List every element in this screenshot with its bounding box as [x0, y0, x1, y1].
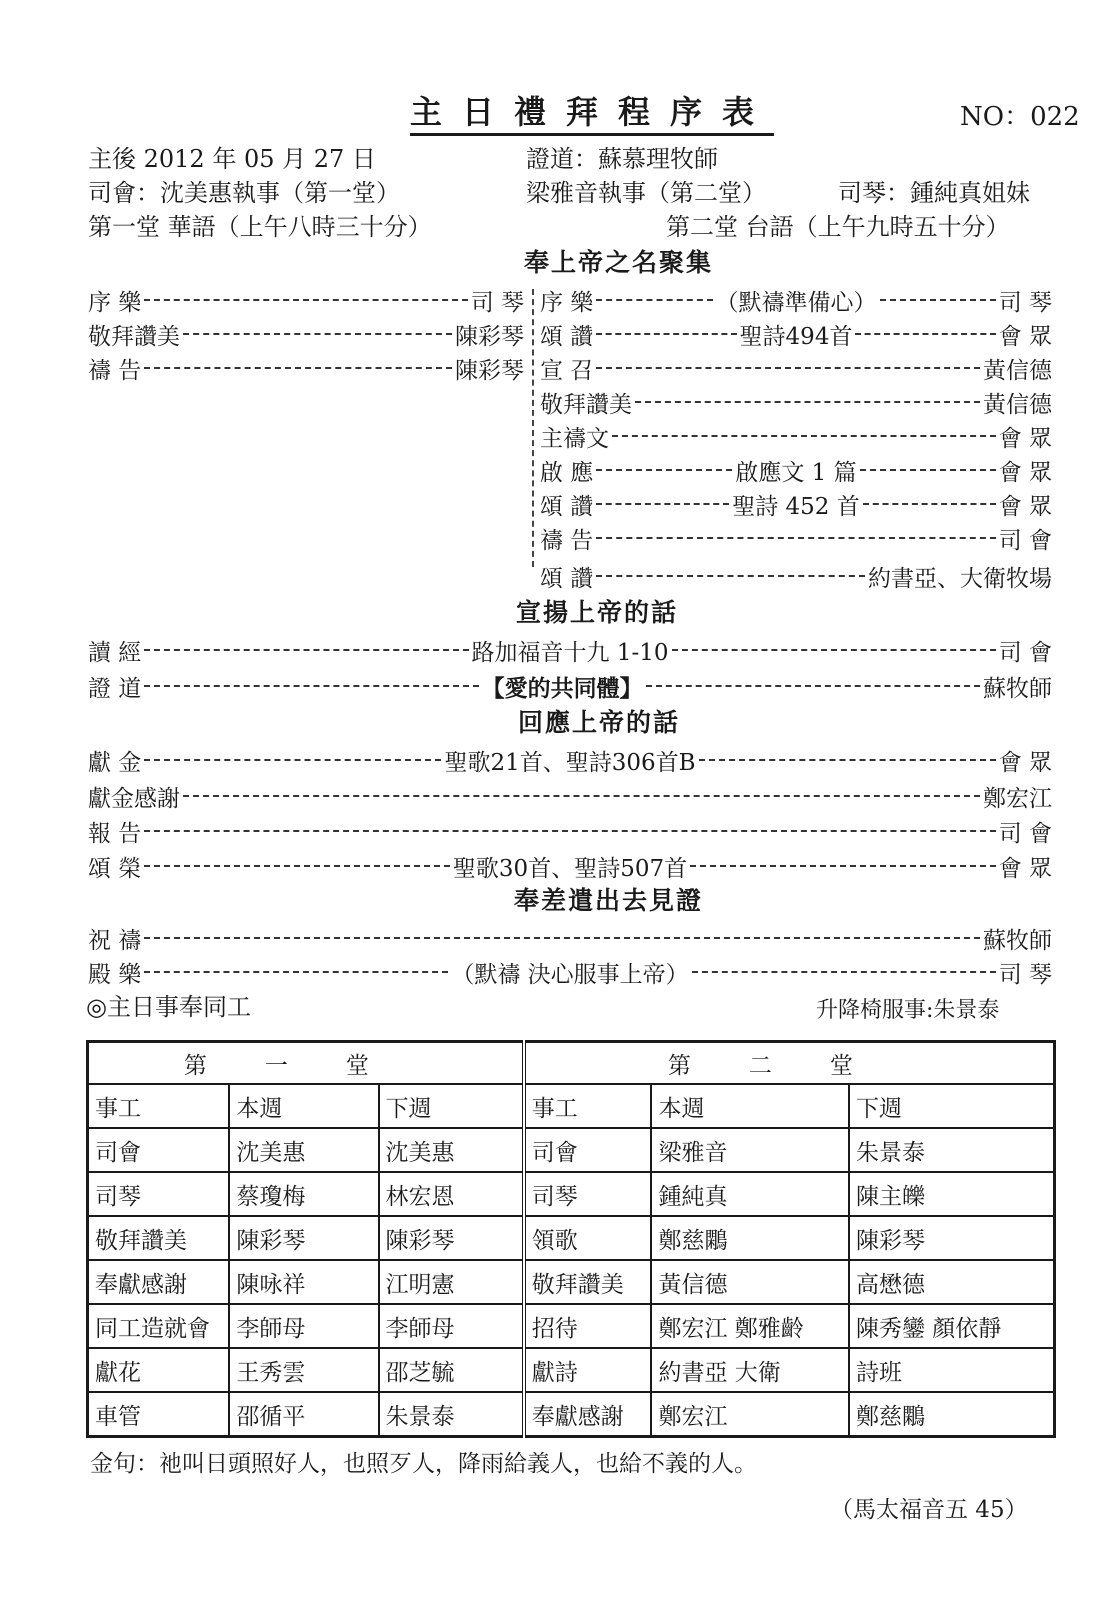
table-cell: 鍾純真	[651, 1172, 849, 1216]
dashed-leader	[144, 685, 478, 687]
table-cell: 李師母	[379, 1304, 524, 1348]
dashed-leader	[855, 333, 995, 335]
table-cell: 鄭宏江	[651, 1392, 849, 1437]
item-person: 司 會	[998, 820, 1052, 847]
table-cell: 鄭慈鷴	[849, 1392, 1055, 1437]
table-cell: 領歌	[524, 1216, 652, 1260]
item-person: 司 會	[998, 639, 1053, 666]
column-head: 下週	[379, 1084, 524, 1128]
dashed-leader	[596, 367, 980, 369]
table-cell: 鄭慈鷴	[651, 1216, 849, 1260]
table-cell: 招待	[524, 1304, 652, 1348]
dashed-leader	[880, 299, 996, 301]
item-label: 頌 讚	[540, 323, 594, 350]
dashed-leader	[144, 830, 995, 832]
organist: 司琴：鍾純真姐妹	[838, 179, 1030, 207]
column-head: 本週	[651, 1084, 849, 1128]
item-label: 主禱文	[540, 425, 609, 452]
page-title: 主日禮拜程序表	[410, 92, 774, 136]
table-cell: 陳秀鑾 顏依靜	[849, 1304, 1055, 1348]
second-service-time: 第二堂 台語（上午九時五十分）	[666, 213, 1010, 241]
table-cell: 李師母	[229, 1304, 378, 1348]
table-cell: 梁雅音	[651, 1128, 849, 1172]
table-cell: 車管	[88, 1392, 230, 1437]
item-person: 鄭宏江	[983, 785, 1052, 812]
joint-hymn-item	[540, 560, 1052, 592]
dashed-leader	[596, 333, 736, 335]
item-person: 會 眾	[998, 855, 1053, 882]
dashed-leader	[646, 685, 980, 687]
first-service-item	[88, 352, 524, 384]
dashed-leader	[144, 865, 450, 867]
dashed-leader	[144, 299, 467, 301]
dashed-leader	[612, 435, 996, 437]
item-label: 敬拜讚美	[88, 323, 180, 350]
table-cell: 敬拜讚美	[88, 1216, 230, 1260]
item-label: 頌 讚	[540, 565, 594, 592]
item-person: 司 琴	[470, 289, 524, 316]
item-person: 會 眾	[998, 459, 1053, 486]
item-label: 序 樂	[540, 289, 594, 316]
dashed-leader	[144, 937, 980, 939]
item-detail: 啟應文 1 篇	[735, 459, 857, 486]
first-service-header: 第一堂	[88, 1042, 524, 1085]
section-heading-word: 宣揚上帝的話	[516, 598, 679, 627]
item-detail: 路加福音十九 1-10	[471, 639, 669, 666]
table-cell: 江明憲	[379, 1260, 524, 1304]
item-person: 司 琴	[998, 289, 1052, 316]
leader-second-service: 梁雅音執事（第二堂）	[526, 179, 766, 207]
table-row	[88, 1304, 1055, 1348]
dashed-leader	[144, 759, 441, 761]
table-cell: 王秀雲	[229, 1348, 378, 1392]
dashed-leader	[183, 795, 980, 797]
second-service-item	[540, 318, 1052, 350]
item-detail: 聖歌21首、聖詩306首B	[444, 749, 696, 776]
table-cell: 陳彩琴	[849, 1216, 1055, 1260]
second-service-item	[540, 420, 1052, 452]
item-label: 祝 禱	[88, 927, 142, 954]
table-cell: 朱景泰	[849, 1128, 1055, 1172]
item-detail: 聖詩494首	[739, 323, 853, 350]
table-row	[88, 1260, 1055, 1304]
dashed-leader	[690, 865, 996, 867]
first-service-item	[88, 318, 524, 350]
item-person: 會 眾	[998, 493, 1052, 520]
dashed-leader	[863, 503, 996, 505]
dashed-leader	[144, 649, 468, 651]
table-row	[88, 1392, 1055, 1437]
verse-reference: （馬太福音五 45）	[830, 1497, 1028, 1523]
workers-roster-table	[86, 1040, 1056, 1438]
table-column-head-row	[88, 1084, 1055, 1128]
item-person: 約書亞、大衛牧場	[868, 565, 1052, 592]
second-service-item	[540, 454, 1052, 486]
table-cell: 奉獻感謝	[88, 1260, 230, 1304]
first-service-time: 第一堂 華語（上午八時三十分）	[88, 213, 432, 241]
dashed-leader	[596, 299, 712, 301]
item-person: 黃信德	[983, 357, 1052, 384]
second-service-header: 第二堂	[524, 1042, 1055, 1085]
word-item	[88, 634, 1052, 666]
item-detail: 聖歌30首、聖詩507首	[452, 855, 688, 882]
dashed-leader	[183, 333, 452, 335]
item-label: 禱 告	[540, 527, 594, 554]
respond-item	[88, 744, 1052, 776]
bulletin-number: NO：022	[960, 102, 1080, 132]
table-cell: 陳彩琴	[229, 1216, 378, 1260]
section-heading-gather: 奉上帝之名聚集	[524, 248, 714, 277]
column-head: 事工	[524, 1084, 652, 1128]
dashed-leader	[672, 649, 996, 651]
dashed-leader	[699, 759, 996, 761]
item-label: 頌 榮	[88, 855, 142, 882]
item-person: 蘇牧師	[983, 927, 1052, 954]
table-cell: 獻花	[88, 1348, 230, 1392]
preacher: 證道：蘇慕理牧師	[526, 145, 718, 173]
item-person: 司 琴	[998, 961, 1052, 988]
table-cell: 司會	[524, 1128, 652, 1172]
second-service-item	[540, 352, 1052, 384]
item-person: 司 會	[998, 527, 1052, 554]
respond-item	[88, 780, 1052, 812]
column-head: 本週	[229, 1084, 378, 1128]
table-cell: 司琴	[524, 1172, 652, 1216]
table-cell: 林宏恩	[379, 1172, 524, 1216]
table-cell: 鄭宏江 鄭雅齡	[651, 1304, 849, 1348]
dashed-leader	[144, 971, 448, 973]
item-detail: （默禱 決心服事上帝）	[451, 961, 689, 988]
table-cell: 獻詩	[524, 1348, 652, 1392]
item-person: 蘇牧師	[983, 675, 1052, 702]
table-cell: 敬拜讚美	[524, 1260, 652, 1304]
table-cell: 沈美惠	[229, 1128, 378, 1172]
table-row	[88, 1128, 1055, 1172]
item-person: 黃信德	[983, 391, 1052, 418]
dashed-leader	[144, 367, 452, 369]
table-row	[88, 1348, 1055, 1392]
table-cell: 奉獻感謝	[524, 1392, 652, 1437]
item-label: 報 告	[88, 820, 142, 847]
table-cell: 沈美惠	[379, 1128, 524, 1172]
chair-service: 升降椅服事:朱景泰	[816, 998, 1000, 1023]
dashed-leader	[635, 401, 980, 403]
table-cell: 陳咏祥	[229, 1260, 378, 1304]
respond-item	[88, 850, 1052, 882]
table-cell: 同工造就會	[88, 1304, 230, 1348]
table-cell: 黃信德	[651, 1260, 849, 1304]
table-header-row	[88, 1042, 1055, 1085]
item-label: 敬拜讚美	[540, 391, 632, 418]
dashed-leader	[596, 575, 865, 577]
item-label: 殿 樂	[88, 961, 142, 988]
table-cell: 詩班	[849, 1348, 1055, 1392]
item-person: 會 眾	[998, 323, 1052, 350]
table-row	[88, 1172, 1055, 1216]
item-label: 證 道	[88, 675, 142, 702]
item-detail: （默禱準備心）	[715, 289, 877, 316]
table-cell: 司會	[88, 1128, 230, 1172]
table-cell: 高懋德	[849, 1260, 1055, 1304]
workers-heading: ◎主日事奉同工	[86, 993, 251, 1021]
table-row	[88, 1216, 1055, 1260]
item-label: 宣 召	[540, 357, 594, 384]
column-divider	[532, 289, 534, 567]
item-label: 獻金感謝	[88, 785, 180, 812]
column-head: 下週	[849, 1084, 1055, 1128]
dashed-leader	[596, 469, 732, 471]
leader-first-service: 司會：沈美惠執事（第一堂）	[88, 179, 400, 207]
dashed-leader	[692, 971, 996, 973]
item-label: 禱 告	[88, 357, 142, 384]
sermon-title: 【愛的共同體】	[481, 674, 643, 702]
item-person: 陳彩琴	[455, 357, 524, 384]
table-cell: 邵芝毓	[379, 1348, 524, 1392]
dashed-leader	[596, 537, 995, 539]
item-label: 頌 讚	[540, 493, 594, 520]
section-heading-respond: 回應上帝的話	[518, 708, 681, 737]
item-label: 序 樂	[88, 289, 142, 316]
item-person: 陳彩琴	[455, 323, 524, 350]
table-cell: 陳彩琴	[379, 1216, 524, 1260]
dashed-leader	[596, 503, 729, 505]
golden-verse: 金句：祂叫日頭照好人，也照歹人，降雨給義人，也給不義的人。	[90, 1451, 757, 1477]
second-service-item	[540, 488, 1052, 520]
second-service-item	[540, 386, 1052, 418]
respond-item	[88, 815, 1052, 847]
sent-item	[88, 956, 1052, 988]
dashed-leader	[860, 469, 996, 471]
item-label: 獻 金	[88, 749, 142, 776]
section-heading-sent: 奉差遣出去見證	[514, 886, 704, 915]
item-label: 啟 應	[540, 459, 594, 486]
table-cell: 約書亞 大衛	[651, 1348, 849, 1392]
item-label: 讀 經	[88, 639, 142, 666]
sent-item	[88, 922, 1052, 954]
first-service-item	[88, 284, 524, 316]
second-service-item	[540, 284, 1052, 316]
table-cell: 司琴	[88, 1172, 230, 1216]
word-item	[88, 670, 1052, 702]
table-cell: 蔡瓊梅	[229, 1172, 378, 1216]
table-cell: 朱景泰	[379, 1392, 524, 1437]
item-person: 會 眾	[998, 749, 1053, 776]
second-service-item	[540, 522, 1052, 554]
column-head: 事工	[88, 1084, 230, 1128]
table-cell: 邵循平	[229, 1392, 378, 1437]
table-cell: 陳主皪	[849, 1172, 1055, 1216]
service-date: 主後 2012 年 05 月 27 日	[88, 145, 376, 173]
item-person: 會 眾	[998, 425, 1052, 452]
item-detail: 聖詩 452 首	[732, 493, 860, 520]
